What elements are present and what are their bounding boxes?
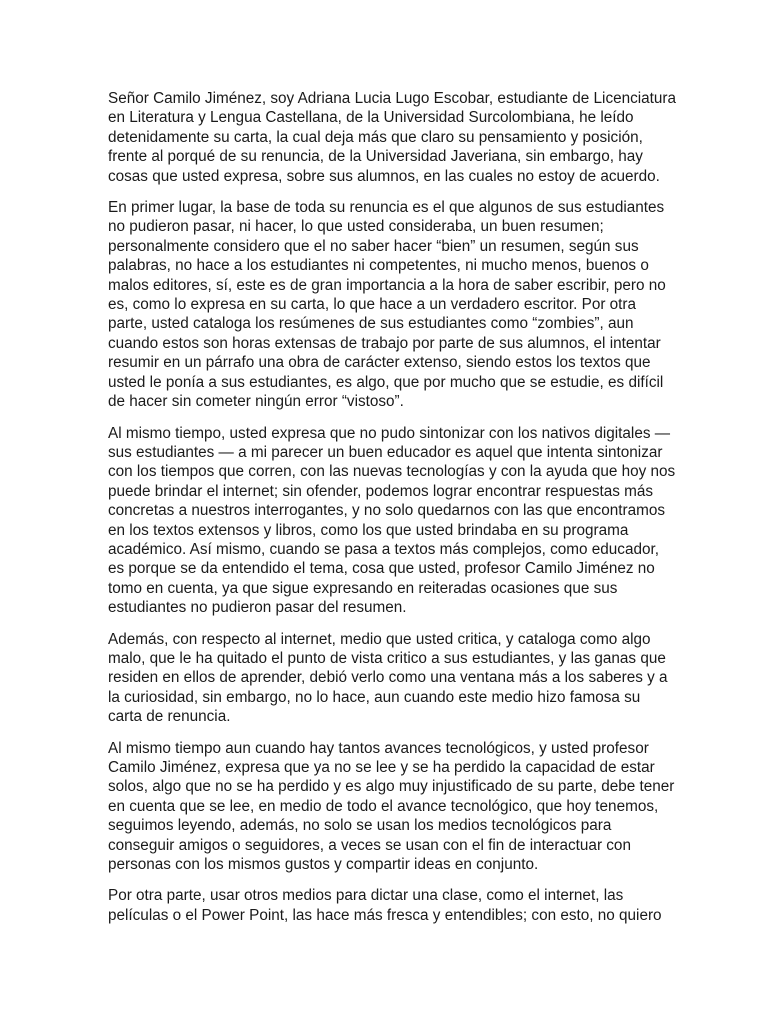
- paragraph-greeting: Señor Camilo Jiménez, soy Adriana Lucia Lugo Escobar, estudiante de Licenciatura en Literatura y Lengua Castellana, de la Universidad Surcolombiana, he leído detenidamente su carta, la cual deja más que claro su pensamiento y posición, frente al porqué de su renuncia, de la Universidad Javeriana, sin embargo, hay cosas que usted expresa, sobre sus alumnos, en las cuales no estoy de acuerdo.: [108, 90, 677, 185]
- paragraph-teaching-media: Por otra parte, usar otros medios para dictar una clase, como el internet, las películas o el Power Point, las hace más fresca y entendibles; con esto, no quiero: [108, 887, 662, 924]
- paragraph-internet: Además, con respecto al internet, medio que usted critica, y cataloga como algo malo, que le ha quitado el punto de vista critico a sus estudiantes, y las ganas que residen en ellos de aprender, debió verlo como una ventana más a los saberes y a la curiosidad, sin embargo, no lo hace, aun cuando este medio hizo famosa su carta de renuncia.: [108, 630, 668, 726]
- paragraph-summary-critique: En primer lugar, la base de toda su renuncia es el que algunos de sus estudiantes no pudieron pasar, ni hacer, lo que usted consideraba, un buen resumen; personalmente considero que el no saber hacer “bien” un resumen, según sus palabras, no hace a los estudiantes ni competentes, ni mucho menos, buenos o malos editores, sí, este es de gran importancia a la hora de saber escribir, pero no es, como lo expresa en su carta, lo que hace a un verdadero escritor. Por otra parte, usted cataloga los resúmenes de sus estudiantes como “zombies”, aun cuando estos son horas extensas de trabajo por parte de sus alumnos, el intentar resumir en un párrafo una obra de carácter extenso, siendo estos los textos que usted le ponía a sus estudiantes, es algo, que por mucho que se estudie, es difícil de hacer sin cometer ningún error “vistoso”.: [108, 199, 666, 411]
- paragraph-reading: Al mismo tiempo aun cuando hay tantos avances tecnológicos, y usted profesor Camilo Jiménez, expresa que ya no se lee y se ha perdido la capacidad de estar solos, algo que no se ha perdido y es algo muy injustificado de su parte, debe tener en cuenta que se lee, en medio de todo el avance tecnológico, que hoy tenemos, seguimos leyendo, además, no solo se usan los medios tecnológicos para conseguir amigos o seguidores, a veces se usan con el fin de interactuar con personas con los mismos gustos y compartir ideas en conjunto.: [108, 739, 675, 874]
- paragraph-digital-natives: Al mismo tiempo, usted expresa que no pudo sintonizar con los nativos digitales — sus estudiantes — a mi parecer un buen educador es aquel que intenta sintonizar con los tiempos que corren, con las nuevas tecnologías y con la ayuda que hoy nos puede brindar el internet; sin ofender, podemos lograr encontrar respuestas más concretas a nuestros interrogantes, y no solo quedarnos con las que encontramos en los textos extensos y libros, como los que usted brindaba en su programa académico. Así mismo, cuando se pasa a textos más complejos, como educador, es porque se da entendido el tema, cosa que usted, profesor Camilo Jiménez no tomo en cuenta, ya que sigue expresando en reiteradas ocasiones que sus estudiantes no pudieron pasar del resumen.: [108, 424, 676, 617]
- letter-body: [108, 89, 678, 937]
